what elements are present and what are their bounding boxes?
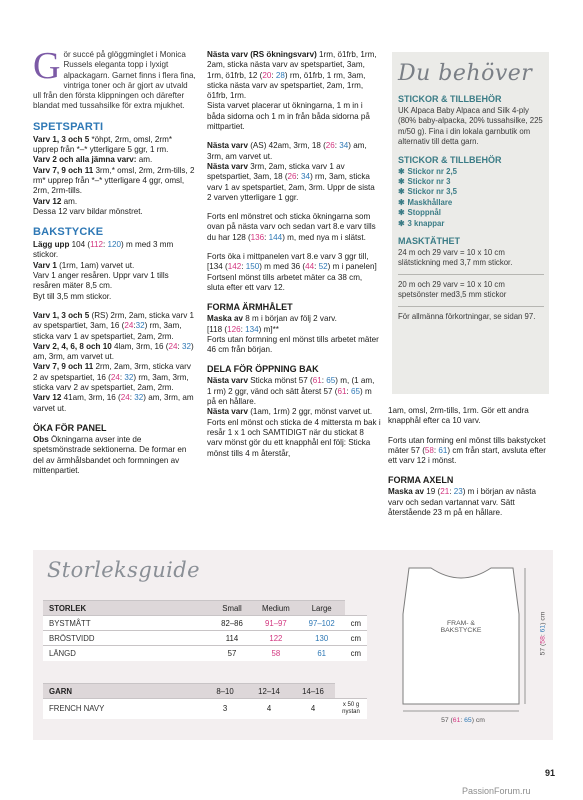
instruction-line: Varv 12 41am, 3rm, 16 (24: 32) am, 3rm, am varvet ut.	[33, 393, 194, 413]
table-header: STORLEK	[43, 601, 211, 616]
page-number: 91	[545, 768, 556, 778]
table-header: 8–10	[203, 684, 247, 699]
vest-outline	[403, 568, 519, 704]
tools-list	[398, 167, 544, 229]
heading-spetsparti: SPETSPARTI	[33, 120, 104, 133]
heading-dela-for-oppning-bak: DELA FÖR ÖPPNING BAK	[207, 364, 319, 375]
size-table	[43, 600, 367, 661]
asterisk-icon: ✱	[398, 187, 405, 197]
width-measure-label: 57 (61: 65) cm	[441, 717, 485, 724]
divider	[398, 274, 544, 275]
heading-bakstycke: BAKSTYCKE	[33, 226, 104, 239]
tool-list-item: ✱ Stickor nr 2,5	[398, 166, 457, 176]
drop-cap: G	[33, 45, 61, 87]
gauge-line: 24 m och 29 varv = 10 x 10 cm slätstickning med 3,7 mm stickor.	[398, 248, 513, 268]
table-row: BYSTMÅTT 82–86 91–97 97–102 cm	[43, 616, 367, 631]
asterisk-icon: ✱	[398, 177, 405, 187]
instruction-line: 1am, omsl, 2rm-tills, 1rm. Gör ett andra knapphål efter ca 10 varv.	[388, 406, 529, 426]
tool-list-item: ✱ 3 knappar	[398, 218, 445, 228]
instruction-line: Nästa varv (1am, 1rm) 2 ggr, mönst varvet ut.	[207, 407, 373, 417]
instruction-line: Varv 1, 3 och 5 (RS) 2rm, 2am, sticka varv 1 av spetspartiet, 3am, 16 (24:32) rm, 3am, sticka varv 1 av spetspartiet, 2am, 2rm.	[33, 310, 195, 341]
column-3	[388, 406, 553, 518]
table-header: Medium	[253, 601, 299, 616]
instruction-line: [118 (126: 134) m]**	[207, 324, 279, 334]
yarn-table	[43, 683, 367, 719]
instruction-line: Varv 12 am.	[33, 196, 78, 206]
instruction-line: Dessa 12 varv bildar mönstret.	[33, 206, 143, 216]
size-guide-title: Storleksguide	[47, 558, 200, 582]
instruction-line: Forts enl mönst och sticka de 4 mittersta m bak i resår 1 x 1 och SAMTIDIGT när du stickat 8 varv mönst gör du ett knapphål enl följ: Sticka mönst tills 4 m återstår,	[207, 417, 381, 458]
heading-forma-axeln: FORMA AXELN	[388, 475, 454, 486]
abbreviations-note: För allmänna förkortningar, se sidan 97.	[398, 311, 536, 321]
materials-heading: STICKOR & TILLBEHÖR	[398, 94, 502, 104]
asterisk-icon: ✱	[398, 218, 405, 228]
gauge-line: 20 m och 29 varv = 10 x 10 cm spetsönster med3,5 mm stickor	[398, 279, 507, 300]
instruction-line: Lägg upp 104 (112: 120) m med 3 mm stickor.	[33, 240, 174, 260]
divider	[398, 306, 544, 307]
vest-schematic	[391, 562, 531, 722]
instruction-line: Nästa varv 3rm, 2am, sticka varv 1 av spetspartiet, 3am, 18 (26: 34) rm, 3am, sticka varv 1 av spetspartiet, 2am, 3rm. Uppr de sista 2 varven ytterligare 1 ggr.	[207, 161, 375, 202]
instruction-line: Nästa varv Sticka mönst 57 (61: 65) m, (1 am, 1 rm) 2 ggr, vänd och sätt återst 57 (61: 65) m på en hållare.	[207, 376, 375, 407]
materials-box	[392, 52, 549, 394]
table-header: 14–16	[291, 684, 335, 699]
table-header: 12–14	[247, 684, 291, 699]
instruction-line: Forts öka i mittpanelen vart 8.e varv 3 ggr till, [134 (142: 150) m med 36 (44: 52) m i panelen]	[207, 252, 377, 272]
tool-list-item: ✱ Stoppnål	[398, 208, 441, 218]
instruction-line: Varv 7, 9 och 11 3rm,* omsl, 2rm, 2rm-tills, 2 rm* upprep från *–* ytterligare 4 ggr, omsl, 2rm, 2rm-tills.	[33, 165, 195, 196]
instruction-line: Obs Ökningarna avser inte de spetsmönstrade sektionerna. De formar en del av ärmhålsbandet och formningen av mittenpartiet.	[33, 434, 187, 475]
instruction-line: Forts enl mönstret och sticka ökningarna som ovan på nästa varv och sedan vart 8.e varv tills du har 128 (136: 144) m, med nya m i slätst.	[207, 212, 376, 242]
heading-forma-armhalet: FORMA ÄRMHÅLET	[207, 302, 293, 313]
instruction-line: Varv 1 (1rm, 1am) varvet ut.	[33, 260, 135, 270]
table-row: LÄNGD 57 58 61 cm	[43, 646, 367, 661]
watermark: PassionForum.ru	[462, 786, 531, 796]
intro-paragraph: Gör succé på glöggminglet i Monica Russels eleganta topp i lyxigt alpackagarn. Garnet finns i flera fina, vintriga toner och är gjort av utvald ull från den första klippningen och därefter blandat med tussahsilke för extra mjukhet.	[33, 45, 196, 111]
asterisk-icon: ✱	[398, 197, 405, 207]
table-header: Small	[211, 601, 253, 616]
vest-label: FRAM- & BAKSTYCKE	[440, 620, 482, 634]
heading-oka-for-panel: ÖKA FÖR PANEL	[33, 422, 107, 433]
tools-heading: STICKOR & TILLBEHÖR	[398, 154, 502, 165]
tool-list-item: ✱ Stickor nr 3	[398, 177, 451, 187]
yarn-description: UK Alpaca Baby Alpaca and Silk 4-ply (80% baby-alpacka, 20% tussahsilke, 225 m/50 g). Fina i din lokala garnbutik om alternativ till detta garn.	[398, 106, 543, 147]
asterisk-icon: ✱	[398, 208, 405, 218]
instruction-line: Varv 2 och alla jämna varv: am.	[33, 155, 153, 165]
table-row: FRENCH NAVY 3 4 4 x 50 g nystan	[43, 699, 367, 719]
gauge-heading: MASKTÄTHET	[398, 236, 460, 247]
instruction-line: Varv 1 anger resåren. Uppr varv 1 tills resåren mäter 8,5 cm.	[33, 271, 169, 291]
materials-title: Du behöver	[398, 61, 533, 86]
instruction-line: Varv 7, 9 och 11 2rm, 2am, 3rm, sticka varv 2 av spetspartiet, 16 (24: 32) rm, 3am, 3rm, sticka varv 2 av spetspartiet, 2am, 2rm.	[33, 362, 191, 393]
column-1	[33, 45, 196, 476]
instruction-line: Maska av 19 (21: 23) m i början av nästa varv och sedan vartannat varv. Sätt återstående 23 m på en hållare.	[388, 487, 537, 518]
table-header: GARN	[43, 684, 203, 699]
instruction-line: Nästa varv (RS ökningsvarv) 1rm, ö1frb, 1rm, 2am, sticka nästa varv av spetspartiet, 3am, 1rm, ö1frb, 12 (20: 28) rm, ö1frb, 1 rm, 3am, sticka nästa varv av spetspartiet, 2am, 1rm, ö1frb, 1rm.	[207, 50, 377, 101]
height-measure-label: 57 (58: 61) cm	[539, 611, 547, 656]
instruction-line: Forts utan formning enl mönst tills arbetet mäter 46 cm från början.	[207, 334, 379, 355]
table-header: Large	[299, 601, 345, 616]
instruction-line: Forts utan forming enl mönst tills bakstycket mäter 57 (58: 61) cm från start, avsluta efter ett varv 12 i mönst.	[388, 435, 546, 466]
instruction-line: Sista varvet placerar ut ökningarna, 1 m in i båda sidorna och 1 m in från båda sidorna på mittpartiet.	[207, 101, 370, 132]
table-row: BRÖSTVIDD 114 122 130 cm	[43, 631, 367, 646]
instruction-line: Fortsenl mönst tills arbetet mäter ca 38 cm, sluta efter ett varv 12.	[207, 272, 363, 292]
size-guide-panel	[33, 550, 553, 740]
tool-list-item: ✱ Maskhållare	[398, 197, 453, 207]
asterisk-icon: ✱	[398, 166, 405, 176]
tool-list-item: ✱ Stickor nr 3,5	[398, 187, 457, 197]
instruction-line: Varv 2, 4, 6, 8 och 10 4lam, 3rm, 16 (24: 32) am, 3rm, am varvet ut.	[33, 341, 194, 362]
instruction-line: Byt till 3,5 mm stickor.	[33, 291, 112, 301]
column-2	[207, 50, 381, 459]
instruction-line: Varv 1, 3 och 5 *öhpt, 2rm, omsl, 2rm* upprep från *–* ytterligare 5 ggr, 1 rm.	[33, 134, 173, 155]
instruction-line: Maska av 8 m i början av följ 2 varv.	[207, 314, 337, 324]
instruction-line: Nästa varv (AS) 42am, 3rm, 18 (26: 34) am, 3rm, am varvet ut.	[207, 141, 367, 161]
